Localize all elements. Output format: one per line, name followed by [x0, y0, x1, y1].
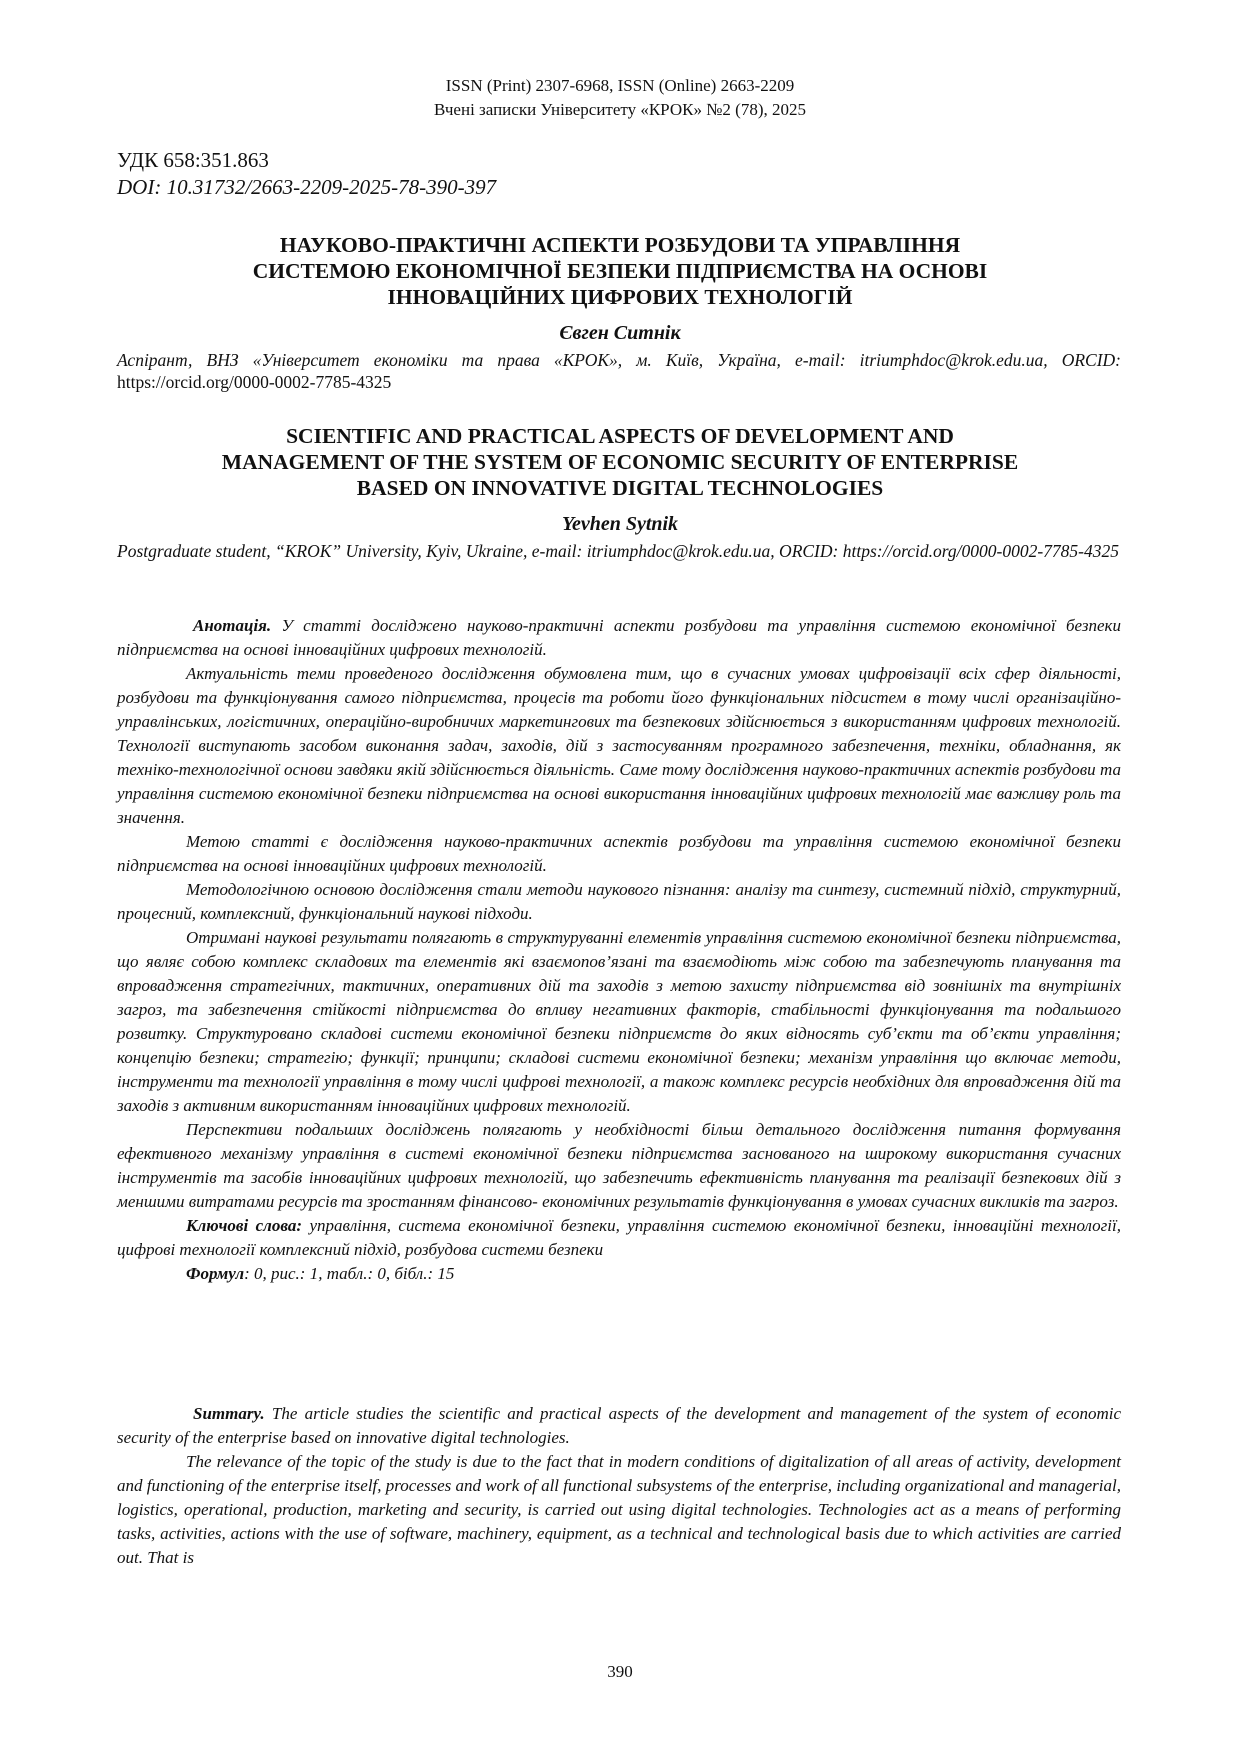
- formulas-stats: [117, 1262, 1121, 1286]
- ua-author: Євген Ситнік: [559, 322, 681, 344]
- keywords-label: Ключові слова:: [186, 1216, 303, 1235]
- abstract-lead-text: У статті досліджено науково-практичні аспекти розбудови та управління системою економічної безпеки підприємства на основі інноваційних цифрових технологій.: [117, 616, 1121, 659]
- udc-code: УДК 658:351.863: [117, 148, 269, 172]
- ua-title-line: НАУКОВО-ПРАКТИЧНІ АСПЕКТИ РОЗБУДОВИ ТА УПРАВЛІННЯ: [279, 233, 961, 257]
- summary-lead-text: The article studies the scientific and practical aspects of the development and management of the system of economic security of the enterprise based on innovative digital technologies.: [117, 1404, 1121, 1447]
- abstract-paragraph: Перспективи подальших досліджень полягають у необхідності більш детального дослідження питання формування ефективного механізму управління в системі економічної безпеки підприємства заснованого на широкому використання сучасних інструментів та засобів інноваційних цифрових технологій, що забезпечить ефективність планування та реалізації безпекових дій з меншими витратами ресурсів та зростанням фінансово- економічних результатів функціонування в умовах сучасних викликів та загроз.: [117, 1120, 1121, 1211]
- abstract-paragraph: Отримані наукові результати полягають в структуруванні елементів управління системою економічної безпеки підприємства, що являє собою комплекс складових та елементів які взаємопов’язані та взаємодіють між собою та забезпечують планування та впровадження стратегічних, тактичних, оперативних дій та заходів з метою захисту підприємства від зовнішніх та внутрішніх загроз, та забезпечення стійкості підприємства до впливу негативних факторів, стабільності функціонування та подальшого розвитку. Структуровано складові системи економічної безпеки підприємств до яких відносять суб’єкти та об’єкти управління; концепцію безпеки; стратегію; функції; принципи; складові системи економічної безпеки; механізм управління що включає методи, інструменти та технології управління в тому числі цифрові технології, а також комплекс ресурсів необхідних для впровадження дій та заходів з активним використанням інноваційних цифрових технологій.: [117, 928, 1121, 1115]
- abstract-paragraph: Метою статті є дослідження науково-практичних аспектів розбудови та управління системою економічної безпеки підприємства на основі інноваційних цифрових технологій.: [117, 832, 1121, 875]
- ua-affiliation-text: Аспірант, ВНЗ «Університет економіки та права «КРОК», м. Київ, Україна, e-mail: itriumphdoc@krok.edu.ua, ORCID:: [117, 350, 1121, 370]
- abstract-paragraph: Методологічною основою дослідження стали методи наукового пізнання: аналізу та синтезу, системний підхід, структурний, процесний, комплексний, функціональний наукові підходи.: [117, 880, 1121, 923]
- en-author: Yevhen Sytnik: [561, 513, 679, 535]
- journal-issn: ISSN (Print) 2307-6968, ISSN (Online) 2663-2209: [445, 76, 795, 95]
- keywords-text: управління, система економічної безпеки, управління системою економічної безпеки, інноваційні технології, цифрові технології комплексний підхід, розбудова системи безпеки: [117, 1216, 1122, 1259]
- ua-title-line: СИСТЕМОЮ ЕКОНОМІЧНОЇ БЕЗПЕКИ ПІДПРИЄМСТВА НА ОСНОВІ: [252, 259, 988, 283]
- keywords: [117, 1214, 1121, 1262]
- en-title-line: BASED ON INNOVATIVE DIGITAL TECHNOLOGIES: [356, 476, 884, 500]
- summary-label: Summary.: [193, 1404, 265, 1423]
- ua-abstract: [117, 614, 1121, 1286]
- en-affiliation-text: Postgraduate student, “KROK” University, Kyiv, Ukraine, e-mail: itriumphdoc@krok.edu.ua, ORCID: https://orcid.org/0000-0002-7785-4325: [117, 541, 1119, 561]
- ua-affiliation: [117, 349, 1121, 393]
- abstract-lead: [117, 614, 1121, 662]
- abstract-label: Анотація.: [193, 616, 272, 635]
- en-summary: [117, 1402, 1121, 1570]
- en-title: [0, 423, 1240, 501]
- en-title-line: MANAGEMENT OF THE SYSTEM OF ECONOMIC SECURITY OF ENTERPRISE: [221, 450, 1019, 474]
- page-number: 390: [607, 1662, 633, 1681]
- ua-orcid-link[interactable]: https://orcid.org/0000-0002-7785-4325: [117, 372, 392, 392]
- ua-title-line: ІННОВАЦІЙНИХ ЦИФРОВИХ ТЕХНОЛОГІЙ: [387, 285, 853, 309]
- en-affiliation: [117, 540, 1121, 562]
- summary-lead: [117, 1402, 1121, 1450]
- en-title-line: SCIENTIFIC AND PRACTICAL ASPECTS OF DEVELOPMENT AND: [286, 424, 954, 448]
- journal-name: Вчені записки Університету «КРОК» №2 (78), 2025: [433, 100, 807, 119]
- formulas-text: : 0, рис.: 1, табл.: 0, бібл.: 15: [244, 1264, 455, 1283]
- formulas-label: Формул: [186, 1264, 245, 1283]
- doi: DOI: 10.31732/2663-2209-2025-78-390-397: [117, 175, 497, 199]
- abstract-paragraph: Актуальність теми проведеного дослідження обумовлена тим, що в сучасних умовах цифровізації всіх сфер діяльності, розбудови та функціонування самого підприємства, процесів та роботи його функціональних підсистем в тому числі організаційно-управлінських, логістичних, операційно-виробничих маркетингових та безпекових здійснюється з використанням цифрових технологій. Технології виступають засобом виконання задач, заходів, дій з застосуванням програмного забезпечення, техніки, обладнання, як техніко-технологічної основи завдяки якій здійснюється діяльність. Саме тому дослідження науково-практичних аспектів розбудови та управління системою економічної безпеки підприємства на основі використання інноваційних цифрових технологій має важливу роль та значення.: [117, 664, 1121, 827]
- ua-title: [0, 232, 1240, 310]
- summary-paragraph: The relevance of the topic of the study is due to the fact that in modern conditions of digitalization of all areas of activity, development and functioning of the enterprise itself, processes and work of all functional subsystems of the enterprise, including organizational and managerial, logistics, operational, production, marketing and security, is carried out using digital technologies. Technologies act as a means of performing tasks, activities, actions with the use of software, machinery, equipment, as a technical and technological basis due to which activities are carried out. That is: [117, 1452, 1121, 1567]
